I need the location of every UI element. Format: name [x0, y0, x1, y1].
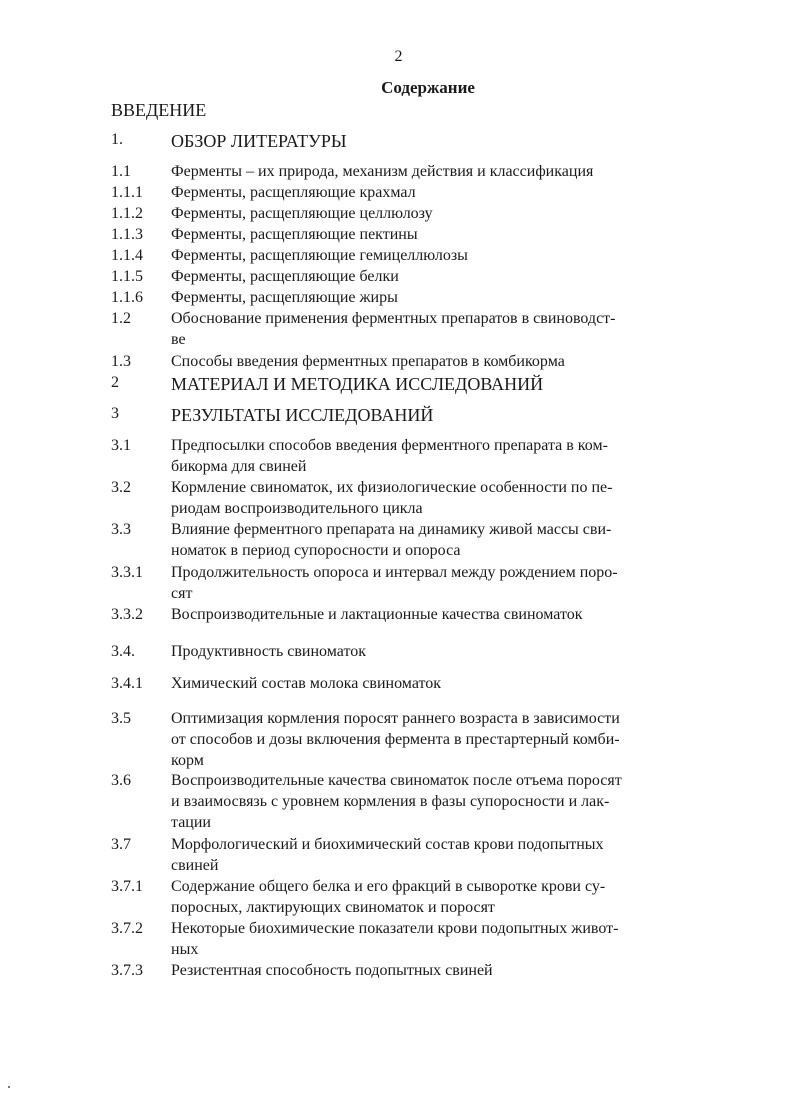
toc-entry-title: Продолжительность опороса и интервал между рождением поро-: [171, 564, 618, 581]
toc-entry-title: Способы введения ферментных препаратов в комбикорма: [171, 353, 565, 370]
scan-speck: [8, 1086, 10, 1088]
toc-entry-title: ВВЕДЕНИЕ: [111, 100, 207, 120]
toc-entry-number: 3: [111, 405, 119, 422]
toc-entry-title: ОБЗОР ЛИТЕРАТУРЫ: [171, 131, 347, 151]
toc-entry-number: 1.2: [111, 310, 131, 327]
toc-heading: Содержание: [381, 78, 475, 97]
toc-entry-title: Ферменты, расщепляющие пектины: [171, 226, 418, 243]
toc-entry-number: 1.1.2: [111, 205, 143, 222]
toc-entry-number: 3.3.2: [111, 606, 143, 623]
toc-entry-title: Ферменты, расщепляющие жиры: [171, 289, 398, 306]
toc-entry-number: 1.1.3: [111, 226, 143, 243]
toc-entry-title: Ферменты, расщепляющие белки: [171, 268, 399, 285]
toc-entry-title: Ферменты, расщепляющие крахмал: [171, 184, 416, 201]
toc-entry-title: тации: [171, 814, 211, 831]
toc-entry-title: Химический состав молока свиноматок: [171, 675, 442, 692]
toc-entry-title: Обоснование применения ферментных препаратов в свиноводст-: [171, 310, 616, 327]
toc-entry-number: 3.2: [111, 479, 131, 496]
toc-entry-number: 1.1.4: [111, 247, 143, 264]
toc-entry-number: 3.3: [111, 521, 131, 538]
toc-entry-number: 3.7: [111, 836, 131, 853]
toc-entry-number: 3.5: [111, 710, 131, 727]
toc-entry-title: Предпосылки способов введения ферментного препарата в ком-: [171, 437, 608, 454]
toc-entry-number: 1.1.5: [111, 268, 143, 285]
toc-entry-number: 3.4.1: [111, 675, 143, 692]
toc-entry-number: 1.: [111, 131, 123, 148]
toc-entry-number: 3.7.3: [111, 962, 143, 979]
toc-entry-title: и взаимосвязь с уровнем кормления в фазы супоросности и лак-: [171, 793, 610, 810]
toc-entry-title: бикорма для свиней: [171, 458, 307, 475]
toc-entry-title: сят: [171, 585, 193, 602]
toc-entry-title: Ферменты, расщепляющие целлюлозу: [171, 205, 433, 222]
toc-entry-title: Кормление свиноматок, их физиологические особенности по пе-: [171, 479, 613, 496]
toc-entry-number: 1.1.1: [111, 184, 143, 201]
toc-entry-title: Некоторые биохимические показатели крови подопытных живот-: [171, 920, 619, 937]
toc-entry-title: Продуктивность свиноматок: [171, 643, 366, 660]
toc-entry-number: 3.7.2: [111, 920, 143, 937]
toc-entry-title: Резистентная способность подопытных свиней: [171, 962, 493, 979]
toc-entry-title: Воспроизводительные качества свиноматок после отъема поросят: [171, 772, 622, 789]
toc-entry-title: МАТЕРИАЛ И МЕТОДИКА ИССЛЕДОВАНИЙ: [171, 374, 544, 394]
toc-entry-title: риодам воспроизводительного цикла: [171, 500, 423, 517]
toc-entry-title: поросных, лактирующих свиноматок и поросят: [171, 899, 495, 916]
toc-entry-number: 3.3.1: [111, 564, 143, 581]
toc-entry-number: 1.1.6: [111, 289, 143, 306]
toc-entry-title: Оптимизация кормления поросят раннего возраста в зависимости: [171, 710, 620, 727]
toc-entry-title: свиней: [171, 857, 219, 874]
toc-entry-title: корм: [171, 752, 204, 769]
toc-entry-number: 1.1: [111, 163, 131, 180]
toc-entry-title: Ферменты, расщепляющие гемицеллюлозы: [171, 247, 468, 264]
toc-entry-number: 3.4.: [111, 643, 135, 660]
toc-entry-title: ве: [171, 331, 186, 348]
page-number: 2: [394, 48, 403, 65]
toc-entry-number: 3.7.1: [111, 878, 143, 895]
toc-entry-title: от способов и дозы включения фермента в престартерный комби-: [171, 731, 620, 748]
toc-entry-title: РЕЗУЛЬТАТЫ ИССЛЕДОВАНИЙ: [171, 405, 434, 425]
toc-entry-number: 3.1: [111, 437, 131, 454]
toc-entry-title: ных: [171, 941, 199, 958]
toc-entry-title: Воспроизводительные и лактационные качества свиноматок: [171, 606, 583, 623]
toc-entry-title: Ферменты – их природа, механизм действия и классификация: [171, 163, 594, 180]
toc-entry-number: 3.6: [111, 772, 131, 789]
toc-entry-title: Содержание общего белка и его фракций в сыворотке крови су-: [171, 878, 606, 895]
toc-entry-title: Морфологический и биохимический состав крови подопытных: [171, 836, 604, 853]
toc-entry-number: 1.3: [111, 353, 131, 370]
toc-entry-title: Влияние ферментного препарата на динамику живой массы сви-: [171, 521, 612, 538]
toc-entry-title: номаток в период супоросности и опороса: [171, 542, 461, 559]
toc-entry-number: 2: [111, 374, 119, 391]
